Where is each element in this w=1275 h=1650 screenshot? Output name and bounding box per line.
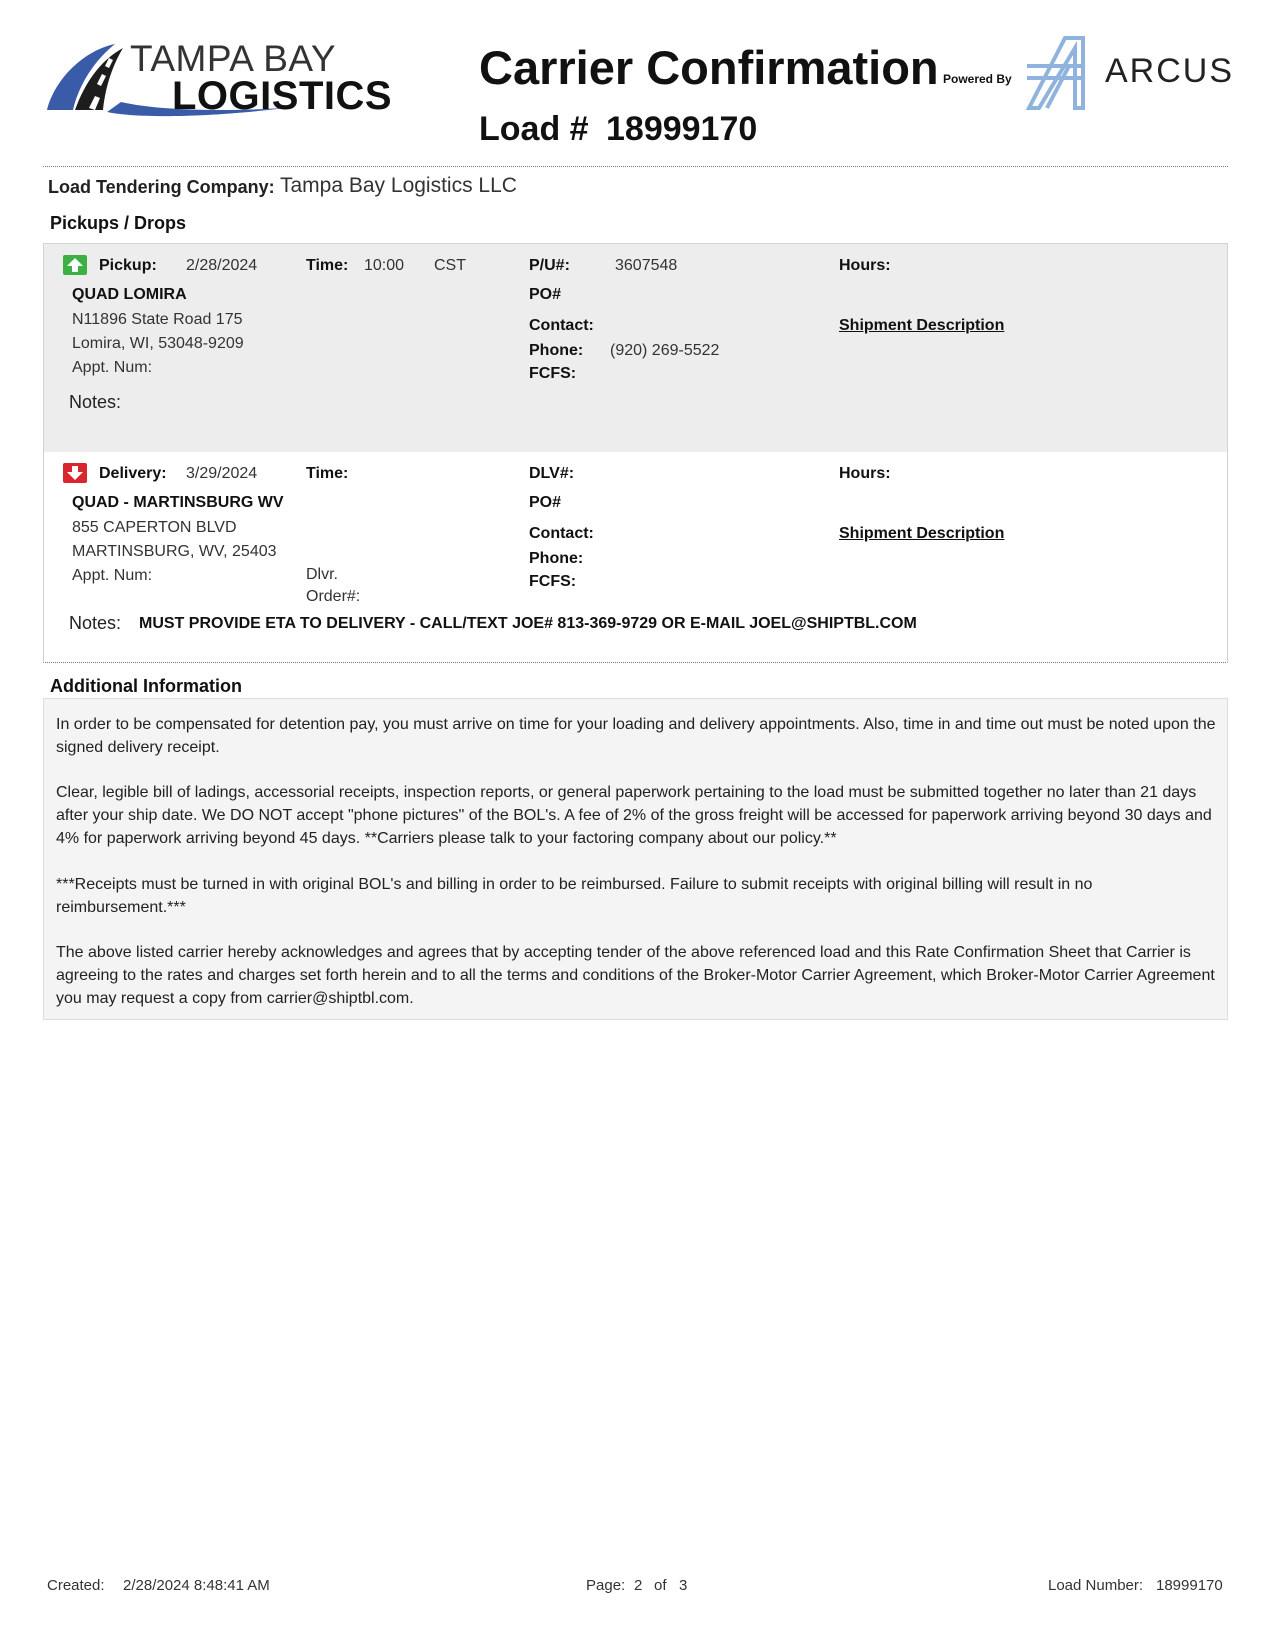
pickup-time-label: Time: (306, 257, 349, 274)
page-title: Carrier Confirmation (479, 41, 939, 94)
delivery-notes-label: Notes: (69, 613, 122, 633)
footer-page-number: 2 (634, 1577, 643, 1594)
delivery-date: 3/29/2024 (186, 465, 258, 482)
pickup-fcfs-label: FCFS: (529, 365, 577, 382)
pickup-timezone: CST (434, 257, 466, 274)
pickup-appt-label: Appt. Num: (72, 359, 153, 376)
arrow-up-icon (63, 255, 87, 275)
delivery-appt-label: Appt. Num: (72, 567, 153, 584)
load-tendering-company-value: Tampa Bay Logistics LLC (280, 174, 517, 197)
additional-info-paragraph-2: Clear, legible bill of ladings, accessorial receipts, inspection reports, or general paperwork pertaining to the load must be submitted together no later than 21 days after your ship date. We DO NOT accept "phone pictures" of the BOL's. A fee of 2% of the gross freight will be accessed for paperwork arriving beyond 30 days and 4% for paperwork arriving beyond 45 days. **Carriers please talk to your factoring company about our policy.** (56, 784, 1212, 847)
delivery-ref-label: DLV#: (529, 465, 575, 482)
additional-information-box (43, 698, 1228, 1020)
pickup-contact-label: Contact: (529, 317, 594, 334)
delivery-order-label: Order#: (306, 588, 361, 605)
pickup-notes-label: Notes: (69, 392, 122, 412)
pickup-po-label: PO# (529, 286, 562, 303)
pickup-address-line2: Lomira, WI, 53048-9209 (72, 335, 244, 352)
footer-load-number-value: 18999170 (1156, 1577, 1223, 1594)
additional-info-paragraph-4: The above listed carrier hereby acknowledges and agrees that by accepting tender of the above referenced load and this Rate Confirmation Sheet that Carrier is agreeing to the rates and charges set forth herein and to all the terms and conditions of the Broker-Motor Carrier Agreement, which Broker-Motor Carrier Agreement you may request a copy from carrier@shiptbl.com. (56, 944, 1215, 1007)
load-tendering-company-label: Load Tendering Company: (48, 177, 275, 197)
pickup-facility-name: QUAD LOMIRA (72, 286, 187, 303)
footer-load-number-label: Load Number: (1048, 1577, 1144, 1594)
delivery-stop-box (43, 452, 1228, 663)
pickup-date: 2/28/2024 (186, 257, 258, 274)
footer-created-value: 2/28/2024 8:48:41 AM (123, 1577, 270, 1594)
pickup-ref-value: 3607548 (615, 257, 678, 274)
delivery-phone-label: Phone: (529, 550, 584, 567)
load-number-label: Load # (479, 110, 589, 148)
additional-information-title: Additional Information (50, 676, 242, 696)
load-number-value: 18999170 (606, 110, 758, 148)
delivery-shipment-description-link[interactable]: Shipment Description (839, 525, 1005, 542)
arcus-logo-text: ARCUS (1105, 52, 1235, 90)
pickup-address-line1: N11896 State Road 175 (72, 311, 243, 328)
delivery-notes-text: MUST PROVIDE ETA TO DELIVERY - CALL/TEXT JOE# 813-369-9729 OR E-MAIL JOEL@SHIPTBL.COM (139, 615, 917, 632)
pickup-time: 10:00 (364, 257, 405, 274)
logo-text-tampa-bay: TAMPA BAY (130, 38, 336, 79)
pickup-stop-box (43, 243, 1228, 454)
footer-page-label: Page: (586, 1577, 626, 1594)
additional-info-paragraph-1: In order to be compensated for detention pay, you must arrive on time for your loading and delivery appointments. Also, time in and time out must be noted upon the signed delivery receipt. (56, 716, 1216, 756)
additional-info-paragraph-3: ***Receipts must be turned in with original BOL's and billing in order to be reimbursed. Failure to submit receipts with original billing will result in no reimbursement.*** (56, 876, 1093, 916)
delivery-hours-label: Hours: (839, 465, 891, 482)
arrow-down-icon (63, 463, 87, 483)
pickup-phone-value: (920) 269-5522 (610, 342, 720, 359)
pickups-drops-title: Pickups / Drops (50, 213, 187, 233)
pickup-type-label: Pickup: (99, 257, 157, 274)
arcus-logo-icon (1025, 36, 1085, 110)
header-divider (43, 166, 1228, 167)
delivery-time-label: Time: (306, 465, 349, 482)
powered-by-label: Powered By (943, 72, 1012, 86)
logo-text-logistics: LOGISTICS (172, 74, 393, 118)
pickup-ref-label: P/U#: (529, 257, 570, 274)
delivery-facility-name: QUAD - MARTINSBURG WV (72, 494, 284, 511)
footer-page-of: of (654, 1577, 667, 1594)
pickup-shipment-description-link[interactable]: Shipment Description (839, 317, 1005, 334)
delivery-contact-label: Contact: (529, 525, 594, 542)
delivery-dlvr-label: Dlvr. (306, 566, 338, 583)
footer-page-total: 3 (679, 1577, 688, 1594)
delivery-po-label: PO# (529, 494, 562, 511)
pickup-hours-label: Hours: (839, 257, 891, 274)
delivery-fcfs-label: FCFS: (529, 573, 577, 590)
pickup-phone-label: Phone: (529, 342, 584, 359)
footer-created-label: Created: (47, 1577, 105, 1594)
delivery-address-line1: 855 CAPERTON BLVD (72, 519, 237, 536)
delivery-address-line2: MARTINSBURG, WV, 25403 (72, 543, 277, 560)
delivery-type-label: Delivery: (99, 465, 167, 482)
